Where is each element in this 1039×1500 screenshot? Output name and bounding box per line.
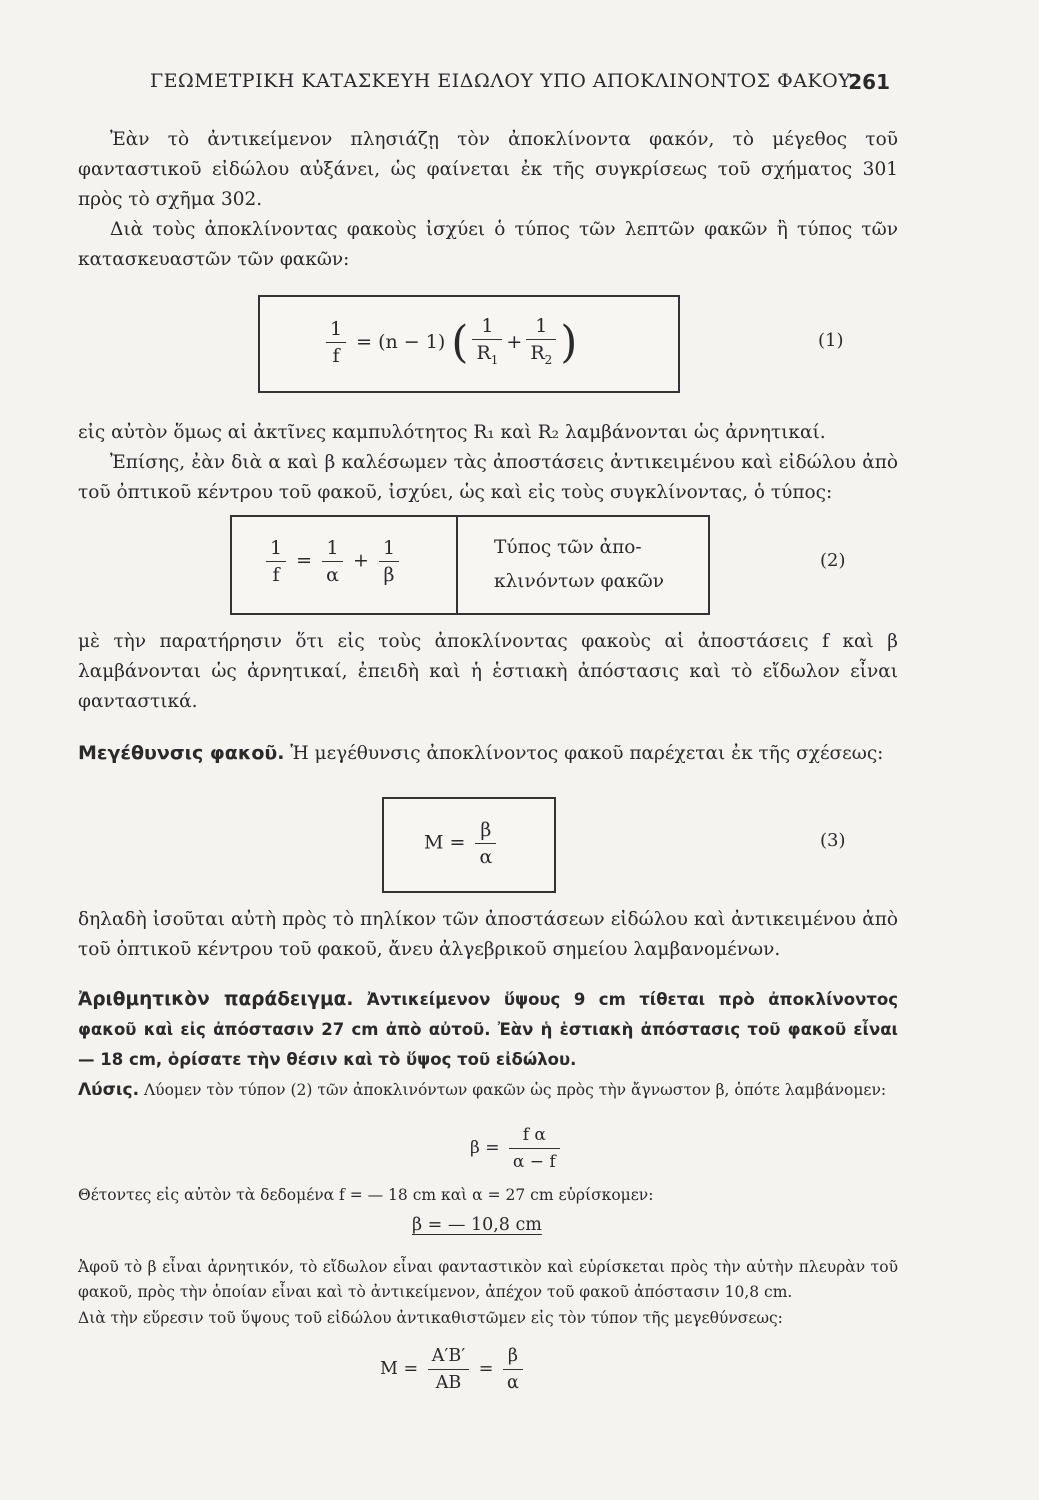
eq1-term1: $\frac{1}{R_1}$ xyxy=(472,315,502,371)
solution-paragraph-4: Διὰ τὴν εὕρεσιν τοῦ ὕψους τοῦ εἰδώλου ἀντικαθιστῶμεν εἰς τὸν τύπον τῆς μεγεθύνσεως: xyxy=(78,1309,783,1327)
example-text: Ἀντικείμενον ὕψους 9 cm τίθεται πρὸ ἀποκλίνοντος φακοῦ καὶ εἰς ἀπόστασιν 27 cm ἀπὸ αὐτοῦ. Ἐὰν ἡ ἑστιακὴ ἀπόστασις τοῦ φακοῦ εἶναι — 18 cm, ὁρίσατε τὴν θέσιν καὶ τὸ ὕψος τοῦ εἰδώλου. xyxy=(78,990,898,1069)
example-heading: Ἀριθμητικὸν παράδειγμα. xyxy=(78,989,354,1010)
equation-1-label: (1) xyxy=(818,330,844,351)
eq3-fraction: $\frac{\beta}{\alpha}$ xyxy=(475,819,496,868)
eq2-term1: $\frac{1}{\alpha}$ xyxy=(322,537,343,586)
eq1-middle: = (n − 1) xyxy=(356,330,446,353)
solution-label: Λύσις. xyxy=(78,1080,140,1100)
eq1-term2: $\frac{1}{R_2}$ xyxy=(526,315,556,371)
page-number: 261 xyxy=(848,70,890,94)
equation-2-label: (2) xyxy=(820,550,846,571)
paragraph-5: μὲ τὴν παρατήρησιν ὅτι εἰς τοὺς ἀποκλίνοντας φακοὺς αἱ ἀποστάσεις f καὶ β λαμβάνονται ὡς ἀρνητικαί, ἐπειδὴ καὶ ἡ ἑστιακὴ ἀπόστασις καὶ τὸ εἴδωλον εἶναι φανταστικά. xyxy=(78,631,898,712)
solution-text-1: Λύομεν τὸν τύπον (2) τῶν ἀποκλινόντων φακῶν ὡς πρὸς τὴν ἄγνωστον β, ὁπότε λαμβάνομεν: xyxy=(143,1081,887,1099)
solution-paragraph-2: Θέτοντες εἰς αὐτὸν τὰ δεδομένα f = — 18 cm καὶ α = 27 cm εὑρίσκομεν: xyxy=(78,1186,654,1204)
equation-2 xyxy=(262,537,403,586)
final-formula: M = $\frac{A'B'}{AB}$ = $\frac{\beta}{\alpha}$ xyxy=(380,1345,527,1394)
eq2-lhs-fraction: $\frac{1}{f}$ xyxy=(266,537,286,586)
eq3-lhs: M = xyxy=(424,831,466,854)
magnification-text: Ἡ μεγέθυνσις ἀποκλίνοντος φακοῦ παρέχεται ἐκ τῆς σχέσεως: xyxy=(290,743,884,764)
eq1-plus: + xyxy=(506,330,523,353)
equation-1-box xyxy=(258,295,680,393)
equation-3 xyxy=(424,819,500,868)
equation-3-label: (3) xyxy=(820,830,846,851)
paragraph-3: εἰς αὐτὸν ὅμως αἱ ἀκτῖνες καμπυλότητος R₁ καὶ R₂ λαμβάνονται ὡς ἀρνητικαί. xyxy=(78,422,826,443)
eq2-divider xyxy=(456,517,458,613)
paragraph-2: Διὰ τοὺς ἀποκλίνοντας φακοὺς ἰσχύει ὁ τύπος τῶν λεπτῶν φακῶν ἢ τύπος τῶν κατασκευαστῶν τῶν φακῶν: xyxy=(78,219,898,270)
equation-3-box xyxy=(382,797,556,893)
equation-2-box xyxy=(230,515,710,615)
eq2-plus: + xyxy=(353,549,369,572)
header-title: ΓΕΩΜΕΤΡΙΚΗ ΚΑΤΑΣΚΕΥΗ ΕΙΔΩΛΟΥ ΥΠΟ ΑΠΟΚΛΙΝΟΝΤΟΣ ΦΑΚΟΥ xyxy=(150,70,852,92)
equation-1: $\frac{1}{f}$ = (n − 1) ( $\frac{1}{R_1}$ + $\frac{1}{R_2}$ ) xyxy=(322,315,577,371)
eq2-equals: = xyxy=(296,549,313,572)
running-header xyxy=(150,70,920,102)
solution-result: β = — 10,8 cm xyxy=(412,1215,542,1235)
paragraph-7: δηλαδὴ ἰσοῦται αὐτὴ πρὸς τὸ πηλίκον τῶν ἀποστάσεων εἰδώλου καὶ ἀντικειμένου ἀπὸ τοῦ ὀπτικοῦ κέντρου τοῦ φακοῦ, ἄνευ ἀλγεβρικοῦ σημείου λαμβανομένων. xyxy=(78,909,898,960)
paragraph-6 xyxy=(78,738,898,769)
solution-paragraph-1 xyxy=(78,1078,898,1103)
paragraph-1: Ἐὰν τὸ ἀντικείμενον πλησιάζῃ τὸν ἀποκλίνοντα φακόν, τὸ μέγεθος τοῦ φανταστικοῦ εἰδώλου αὐξάνει, ὡς φαίνεται ἐκ τῆς συγκρίσεως τοῦ σχήματος 301 πρὸς τὸ σχῆμα 302. xyxy=(78,129,898,210)
paragraph-4: Ἐπίσης, ἐὰν διὰ α καὶ β καλέσωμεν τὰς ἀποστάσεις ἀντικειμένου καὶ εἰδώλου ἀπὸ τοῦ ὀπτικοῦ κέντρου τοῦ φακοῦ, ἰσχύει, ὡς καὶ εἰς τοὺς συγκλίνοντας, ὁ τύπος: xyxy=(78,452,898,503)
eq1-lhs-fraction: $\frac{1}{f}$ xyxy=(326,318,346,367)
solution-paragraph-3: Ἀφοῦ τὸ β εἶναι ἀρνητικόν, τὸ εἴδωλον εἶναι φανταστικὸν καὶ εὑρίσκεται πρὸς τὴν αὐτὴν πλευρὰν τοῦ φακοῦ, πρὸς τὴν ὁποίαν εἶναι καὶ τὸ ἀντικείμενον, ἀπέχον τοῦ φακοῦ ἀπόστασιν 10,8 cm. xyxy=(78,1258,898,1301)
eq2-description: Τύπος τῶν ἀπο- κλινόντων φακῶν xyxy=(494,537,664,592)
eq2-term2: $\frac{1}{\beta}$ xyxy=(379,537,399,586)
magnification-heading: Μεγέθυνσις φακοῦ. xyxy=(78,742,285,764)
numerical-example xyxy=(78,985,898,1075)
solution-formula: β = $\frac{\text{f α}}{\alpha - f}$ xyxy=(470,1124,564,1173)
